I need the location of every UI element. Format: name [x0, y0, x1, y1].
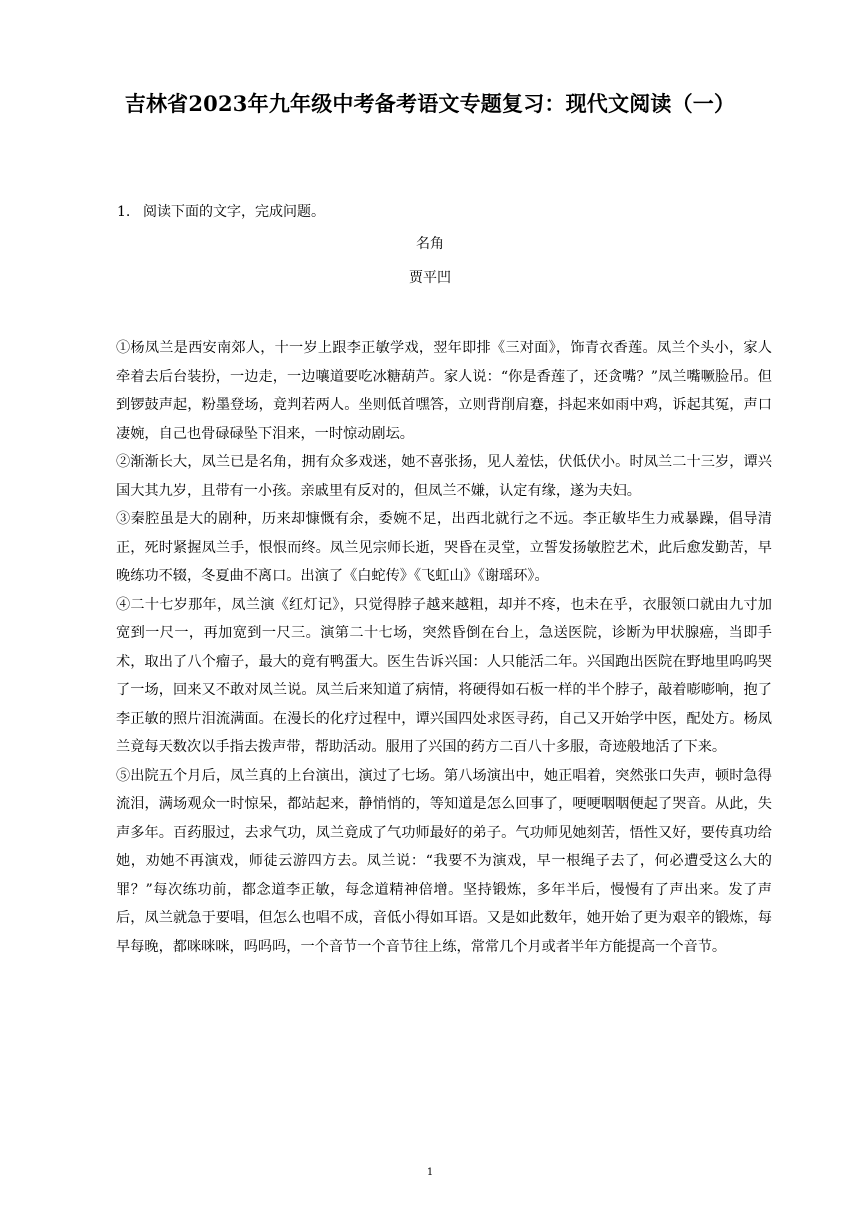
page-title: 吉林省2023年九年级中考备考语文专题复习：现代文阅读（一）: [124, 91, 736, 116]
article-title: 名角: [416, 236, 444, 252]
paragraph-3: ③秦腔虽是大的剧种，历来却慷慨有余，委婉不足，出西北就行之不远。李正敏毕生力戒暴躁，倡导清正，死时紧握凤兰手，恨恨而终。凤兰见宗师长逝，哭昏在灵堂，立誓发扬敏腔艺术，此后愈发勤苦，早晚练功不辍，冬夏曲不离口。出演了《白蛇传》《飞虹山》《谢瑶环》。: [116, 511, 772, 584]
question-header: [117, 200, 325, 224]
article-body: [116, 334, 772, 961]
question-number: 1.: [117, 204, 131, 220]
page-number: 1: [426, 1167, 434, 1178]
paragraph-2: ②渐渐长大，凤兰已是名角，拥有众多戏迷，她不喜张扬，见人羞怯，伏低伏小。时凤兰二十三岁，谭兴国大其九岁，且带有一小孩。亲戚里有反对的，但凤兰不嫌，认定有缘，遂为夫妇。: [116, 454, 772, 499]
paragraph-5: ⑤出院五个月后，凤兰真的上台演出，演过了七场。第八场演出中，她正唱着，突然张口失声，顿时急得流泪，满场观众一时惊呆，都站起来，静悄悄的，等知道是怎么回事了，哽哽咽咽便起了哭音。从此，失声多年。百药服过，去求气功，凤兰竟成了气功师最好的弟子。气功师见她刻苦，悟性又好，要传真功给她，劝她不再演戏，师徒云游四方去。凤兰说：“我要不为演戏，早一根绳子去了，何必遭受这么大的罪？”每次练功前，都念道李正敏，每念道精神倍增。坚持锻炼，多年半后，慢慢有了声出来。发了声后，凤兰就急于要唱，但怎么也唱不成，音低小得如耳语。又是如此数年，她开始了更为艰辛的锻炼，每早每晚，都咪咪咪，吗吗吗，一个音节一个音节往上练，常常几个月或者半年方能提高一个音节。: [116, 767, 772, 955]
paragraph-4: ④二十七岁那年，凤兰演《红灯记》，只觉得脖子越来越粗，却并不疼，也未在乎，衣服领口就由九寸加宽到一尺一，再加宽到一尺三。演第二十七场，突然昏倒在台上，急送医院，诊断为甲状腺癌，当即手术，取出了八个瘤子，最大的竟有鸭蛋大。医生告诉兴国：人只能活二年。兴国跑出医院在野地里呜呜哭了一场，回来又不敢对凤兰说。凤兰后来知道了病情，将硬得如石板一样的半个脖子，敲着嘭嘭响，抱了李正敏的照片泪流满面。在漫长的化疗过程中，谭兴国四处求医寻药，自己又开始学中医，配处方。杨凤兰竟每天数次以手指去拨声带，帮助活动。服用了兴国的药方二百八十多服，奇迹般地活了下来。: [116, 596, 772, 755]
paragraph-1: ①杨凤兰是西安南郊人，十一岁上跟李正敏学戏，翌年即排《三对面》，饰青衣香莲。凤兰个头小，家人牵着去后台装扮，一边走，一边嚷道要吃冰糖葫芦。家人说：“你是香莲了，还贪嘴？”凤兰嘴噘脸吊。但到锣鼓声起，粉墨登场，竟判若两人。坐则低首嘿答，立则背削肩蹇，抖起来如雨中鸡，诉起其冤，声口凄婉，自己也骨碌碌坠下泪来，一时惊动剧坛。: [116, 340, 772, 442]
article-author: 贾平凹: [409, 270, 451, 286]
question-prompt: 阅读下面的文字，完成问题。: [143, 204, 325, 220]
